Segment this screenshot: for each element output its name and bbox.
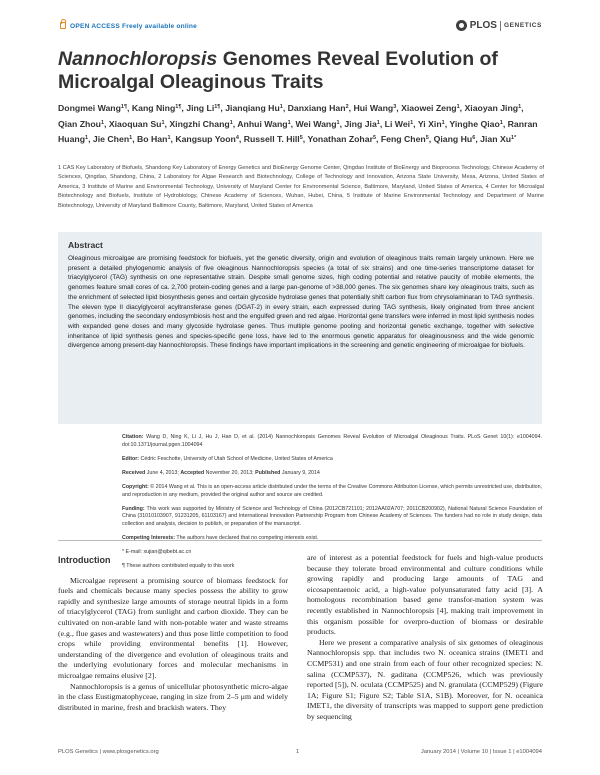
intro-paragraph-1: Microalgae represent a promising source of biomass feedstock for fuels and chemicals because many species possess the ability to grow rapidly and synthesize large amounts of storage neutral lipids in a form of triacylglycerol (TAG) from sunlight and carbon dioxide. They can be cultivated on non-arable land with non-potable water and waste streams (e.g., flue gases and wastewaters) and thus pose little competition to food crops while providing environmental benefits [1]. However, understanding of the divergence and evolution of oleaginous traits and the underlying evolutionary forces and molecular mechanisms in microalgae remains elusive [2]. (58, 575, 288, 680)
author-name: Hui Wang (353, 103, 394, 113)
abstract-box (58, 232, 542, 424)
author-affiliation-mark: 1¶ (214, 104, 221, 110)
author-name: Kang Ning (131, 103, 176, 113)
author-name: Yonathan Zohar (307, 134, 373, 145)
author-affiliation-mark: 5 (372, 135, 377, 142)
author-affiliation-mark: 1 (456, 104, 460, 110)
correspondence-email: * E-mail: xujian@qibebt.ac.cn (122, 549, 192, 556)
author-name: Jianqiang Hu (225, 103, 280, 113)
body-column-right (307, 553, 543, 723)
author-name: Xingzhi Chang (169, 118, 230, 129)
author-name: Li Wei (384, 118, 411, 129)
author-affiliation-mark: 6 (472, 135, 476, 142)
author-affiliation-mark: 4 (235, 135, 239, 142)
author-name: Feng Chen (380, 134, 426, 145)
author-name: Jie Chen (92, 134, 130, 145)
funding: Funding: This work was supported by Ministry of Science and Technology of China (2012CB721101; 2012AA02A707; 2011CB200902), National Natural Science Foundation of China (31010103907, 91231205, 61103167) and International Innovation Partnership Program from Chinese Academy of Sciences. The funders had no role in study design, data collection and analysis, decision to publish, or preparation of the manuscript. (122, 505, 542, 528)
author-name: Bo Han (137, 134, 168, 145)
author-affiliation-mark: 1¶ (120, 104, 128, 110)
editor: Editor: Cédric Feschotte, University of Utah School of Medicine, United States of America (122, 455, 333, 462)
author-name: Kangsup Yoon (175, 134, 236, 145)
author-name: Xiaoyan Jing (464, 103, 519, 113)
abstract-text: Oleaginous microalgae are promising feedstock for biofuels, yet the genetic diversity, origin and evolution of oleaginous traits remain largely unknown. Here we present a detailed phylogenomic analysis of five oleaginous Nannochloropsis species (a total of six strains) and one time-series transcriptome dataset for triacylglycerol (TAG) synthesis on one representative strain. Despite small genome sizes, high coding potential and relative paucity of mobile elements, the genomes feature small cores of ca. 2,700 protein-coding genes and a large pan-genome of >38,000 genes. The six genomes share key oleaginous traits, such as the enrichment of selected lipid biosynthesis genes and certain glycoside hydrolase genes that potentially shift carbon flux from chrysolaminaran to TAG synthesis. The eleven type II diacylglycerol acyltransferase genes (DGAT-2) in every strain, each expressed during TAG synthesis, likely originated from three ancient genomes, including the secondary endosymbiosis host and the engulfed green and red algae. Horizontal gene transfers were inferred in most lipid synthesis nodes with expanded gene doses and many glycoside hydrolase genes. Thus multiple genome pooling and horizontal genetic exchange, together with selective inheritance of lipid synthesis genes and species-specific gene loss, have led to the enormous genetic apparatus for oleaginousness and the wide genomic divergence among present-day Nannochloropsis. These findings have important implications in the screening and genetic engineering of microalgae for biofuels. (68, 255, 534, 350)
title-line1-rest: Genomes Reveal Evolution of (217, 48, 498, 70)
author-affiliation-mark: 2 (345, 104, 349, 110)
author-name: Jian Xu (480, 134, 512, 145)
author-affiliation-mark: 1 (129, 135, 133, 142)
page-footer (58, 749, 542, 759)
intro-paragraph-3: are of interest as a potential feedstock for fuels and high-value products because they tolerate broad environmental and culture conditions while growing rapidly and producing large amounts of TAG and eicosapentaenoic acid, a high-value polyunsaturated fatty acid [3]. A homologous recombination based gene transfor-mation system was recently established in Nannochloropsis [4], making trait improvement in this organism possible for overpro-duction of biomass or desirable products. (307, 553, 543, 637)
journal-logo (456, 20, 542, 31)
open-access-text: OPEN ACCESS Freely available online (70, 23, 197, 30)
section-divider (58, 540, 542, 541)
open-access-lock-icon (60, 22, 66, 29)
open-access-banner (58, 22, 197, 30)
footer-journal: PLOS Genetics | www.plosgenetics.org (58, 749, 159, 755)
author-affiliation-mark: 1¶ (175, 104, 182, 110)
copyright: Copyright: © 2014 Wang et al. This is an open-access article distributed under the terms of the Creative Commons Attribution License, which permits unrestricted use, distribution, and reproduction in any medium, provided the original author and source are credited. (122, 483, 542, 498)
author-affiliation-mark: 1 (167, 135, 171, 142)
author-affiliation-mark: 1 (161, 119, 165, 126)
page-header (58, 20, 542, 36)
footer-issue: January 2014 | Volume 10 | Issue 1 | e1004094 (420, 749, 542, 755)
title-line2: Microalgal Oleaginous Traits (58, 71, 324, 93)
author-affiliation-mark: 1 (499, 119, 503, 126)
author-name: Russell T. Hill (243, 134, 300, 145)
author-name: Yi Xin (417, 118, 442, 129)
author-name: Jing Jia (344, 118, 377, 129)
author-name: Ranran Huang (58, 118, 538, 145)
author-affiliation-mark: 1 (100, 119, 105, 126)
author-name: Xiaowei Zeng (401, 103, 457, 113)
author-affiliation-mark: 1 (229, 119, 233, 126)
equal-contribution-note: ¶ These authors contributed equally to this work (122, 563, 235, 570)
body-column-left (58, 555, 288, 713)
author-affiliation-mark: 1 (336, 119, 340, 126)
author-affiliation-mark: 1 (376, 119, 380, 126)
competing-interests: Competing Interests: The authors have declared that no competing interests exist. (122, 535, 319, 542)
author-affiliation-mark: 5 (299, 135, 303, 142)
plos-logo-icon (456, 20, 467, 31)
author-affiliation-mark: 3 (393, 104, 397, 110)
author-list: Dongmei Wang$^{1\P}$, Kang Ning$^{1\P}$, Jing $Li^{1\P}$, Jianqiang Hu$^1$, Danxiang Han$^2$, Hui Wang$^3$, Xiaowei Zeng$^1$, Xiaoyan Jing$^1$, Qian Zhou$^1$, Xiaoquan Su$^1$, Xingzhi Chang$^1$, Anhui Wang$^1$, Wei Wang$^1$, Jing Jia$^1$, Li Wei$^1$, Yi Xin$^1$, Yinghe Qiao$^1$, Ranran Huang$^1$, Jie Chen$^1$, Bo Han$^1$, Kangsup Yoon$^4$, Russell T. Hill$^5$, Yonathan Zohar$^5$, Feng Chen$^5$, Qiang Hu$^6$, Jian $Xu^{1*}$ (58, 103, 538, 145)
citation: Citation: Wang D, Ning K, Li J, Hu J, Han D, et al. (2014) Nannochloropsis Genomes Reveal Evolution of Microalgal Oleaginous Traits. PLoS Genet 10(1): e1004094. doi:10.1371/journal.pgen.1004094 (122, 434, 542, 448)
article-title (58, 48, 542, 94)
introduction-heading: Introduction (58, 555, 111, 565)
author-affiliation-mark: 1 (279, 104, 283, 110)
author-name: Wei Wang (295, 118, 337, 129)
author-name: Qiang Hu (433, 134, 473, 145)
author-affiliation-mark: 1 (287, 119, 291, 126)
author-affiliation-mark: 1 (85, 135, 89, 142)
author-name: Qian Zhou (58, 118, 101, 129)
author-affiliation-mark: 1 (410, 119, 414, 126)
publisher-name: PLOS (469, 20, 497, 31)
author-affiliation-mark: 5 (425, 135, 429, 142)
author-name: Yinghe Qiao (449, 118, 500, 129)
author-name: Dongmei Wang (58, 103, 121, 113)
author-name: Anhui Wang (237, 118, 288, 129)
affiliations: 1 CAS Key Laboratory of Biofuels, Shandong Key Laboratory of Energy Genetics and BioEnergy Genome Center, Qingdao Institute of BioEnergy and Bioprocess Technology, Chinese Academy of Sciences, Qingdao, Shandong, China, 2 Laboratory for Algae Research and Biotechnology, College of Technology and Innovation, Arizona State University, Mesa, Arizona, United States of America, 3 Institute of Marine and Environmental Technology, University of Maryland Center for Environmental Science, Baltimore, Maryland, United States of America, 4 Center for Microalgal Biotechnology and Biofuels, Institute of Hydrobiology, Chinese Academy of Sciences, Wuhan, Hubei, China, 5 Institute of Marine Environmental Technology and Department of Marine Biotechnology, University of Maryland Baltimore County, Baltimore, Maryland, United States of America (58, 165, 544, 209)
author-name: Jing Li (186, 103, 215, 113)
abstract-heading: Abstract (68, 240, 103, 250)
dates: Received June 4, 2013; Accepted November 20, 2013; Published January 9, 2014 (122, 469, 320, 476)
author-name: Xiaoquan Su (108, 118, 162, 129)
author-name: Danxiang Han (287, 103, 346, 113)
intro-paragraph-2: Nannochloropsis is a genus of unicellular photosynthetic micro-algae in the class Eustigmatophyceae, ranging in size from 2–5 μm and widely distributed in marine, fresh and brackish waters. They (58, 681, 288, 712)
logo-divider (500, 21, 501, 31)
intro-paragraph-4: Here we present a comparative analysis of six genomes of oleaginous Nannochloropsis spp. that includes two N. oceanica strains (IMET1 and CCMP531) and one strain from each of four other recognized species: N. salina (CCMP537), N. gaditana (CCMP526, which was previously reported [5]), N. oculata (CCMP525) and N. granulata (CCMP529) (Figure 1A; Figure S1; Figure S2; Table S1A, S1B). Moreover, for N. oceanica IMET1, the diversity of transcripts was mapped to support gene prediction by sequencing (307, 637, 543, 721)
author-affiliation-mark: 1* (511, 135, 517, 142)
title-genus: Nannochloropsis (58, 48, 218, 70)
author-affiliation-mark: 1 (441, 119, 445, 126)
author-affiliation-mark: 1 (518, 104, 522, 110)
page-number: 1 (296, 749, 300, 755)
journal-name: GENETICS (503, 22, 542, 29)
